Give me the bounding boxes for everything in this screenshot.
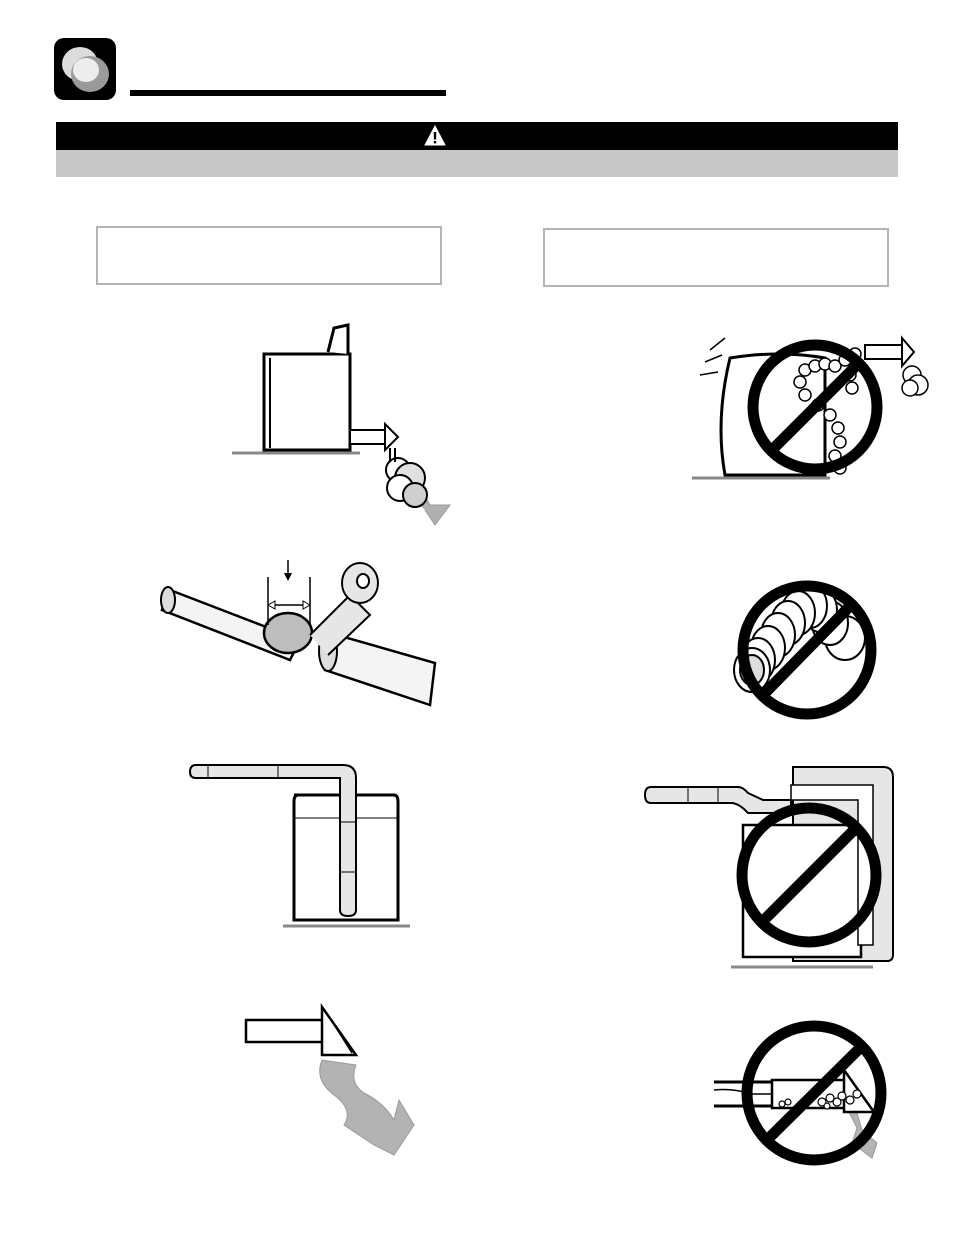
exhaust-hood-icon	[244, 1005, 419, 1155]
duct-routing-icon	[188, 762, 413, 930]
page-title	[130, 44, 446, 84]
title-rule	[130, 90, 446, 96]
dryer-exhaust-icon	[230, 320, 455, 525]
warning-subheader-bar	[56, 150, 898, 177]
incorrect-column-label-box	[543, 228, 889, 287]
correct-column-label-box	[96, 226, 442, 285]
duct-tape-joint-icon	[160, 555, 440, 710]
warning-header-bar	[56, 122, 898, 150]
crushed-duct-icon	[690, 330, 935, 482]
section-tab-icon	[54, 38, 116, 100]
long-duct-icon	[643, 765, 898, 975]
flexible-duct-icon	[730, 578, 885, 723]
warning-triangle-icon	[424, 125, 446, 146]
clogged-hood-icon	[712, 1018, 892, 1168]
